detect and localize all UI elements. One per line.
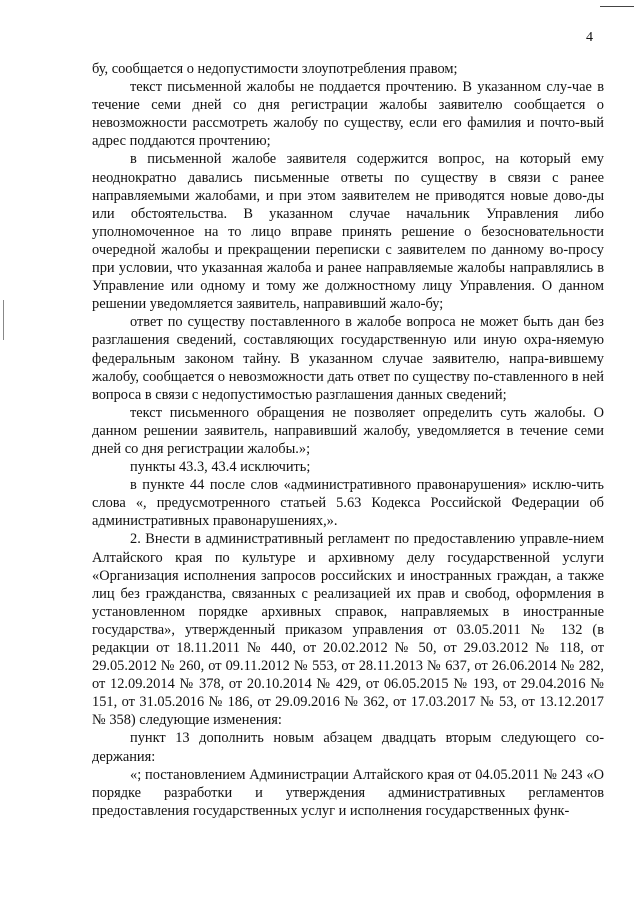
paragraph: пункты 43.3, 43.4 исключить; [130,459,311,476]
scan-edge-mark [600,6,634,7]
paragraph: пункт 13 дополнить новым абзацем двадцать вторым следующего со-держания: [92,730,604,765]
paragraph: «; постановлением Администрации Алтайского края от 04.05.2011 № 243 «О порядке разработки и утверждения административных регламентов предоставления государственных услуг и исполнения государственных функ- [92,766,604,819]
paragraph: в пункте 44 после слов «административного правонарушения» исклю-чить слова «, предусмотренного статьей 5.63 Кодекса Российской Федерации об административных правонарушениях,». [92,477,604,530]
scan-side-mark [3,300,4,340]
paragraph: в письменной жалобе заявителя содержится вопрос, на который ему неоднократно давались письменные ответы по существу в связи с ранее направляемыми жалобами, и при этом заявителем не приводятся новые дово-ды или обстоятельства. В указанном случае начальник Управления либо уполномоченное на то лицо вправе принять решение о безосновательности очередной жалобы и прекращении переписки с заявителем по данному во-просу при условии, что указанная жалоба и ранее направляемые жалобы направлялись в Управление или одному и тому же должностному лицу Управления. О данном решении уведомляется заявитель, направивший жало-бу; [92,151,604,313]
page-number: 4 [586,30,593,45]
document-body [92,60,604,820]
paragraph: ответ по существу поставленного в жалобе вопроса не может быть дан без разглашения сведений, составляющих государственную или иную охра-няемую федеральным законом тайну. В указанном случае заявителю, напра-вившему жалобу, сообщается о невозможности дать ответ по существу по-ставленного в ней вопроса в связи с недопустимостью разглашения данных сведений; [92,314,604,403]
paragraph: 2. Внести в административный регламент по предоставлению управле-нием Алтайского края по культуре и архивному делу государственной услуги «Организация исполнения запросов российских и иностранных граждан, а также лиц без гражданства, связанных с реализацией их прав и свобод, оформления в установленном порядке архивных справок, направляемых в иностранные государства», утвержденный приказом управления от 03.05.2011 № 132 (в редакции от 18.11.2011 № 440, от 20.02.2012 № 50, от 29.03.2012 № 118, от 29.05.2012 № 260, от 09.11.2012 № 553, от 28.11.2013 № 637, от 26.06.2014 № 282, от 12.09.2014 № 378, от 20.10.2014 № 429, от 06.05.2015 № 193, от 29.04.2016 № 151, от 31.05.2016 № 186, от 29.09.2016 № 362, от 17.03.2017 № 53, от 13.12.2017 № 358) следующие изменения: [92,531,604,729]
paragraph: текст письменной жалобы не поддается прочтению. В указанном слу-чае в течение семи дней со дня регистрации жалобы заявителю сообщается о невозможности рассмотреть жалобу по существу, если его фамилия и почто-вый адрес поддаются прочтению; [92,79,604,150]
paragraph: бу, сообщается о недопустимости злоупотребления правом; [92,61,458,77]
paragraph: текст письменного обращения не позволяет определить суть жалобы. О данном решении заявитель, направивший жалобу, уведомляется в течение семи дней со дня регистрации жалобы.»; [92,404,604,457]
